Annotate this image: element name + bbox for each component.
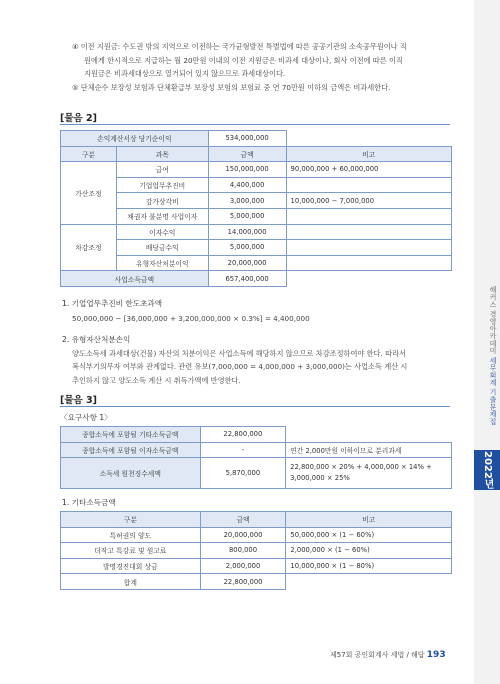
- table-row: [61, 427, 452, 443]
- cell: 사업소득금액: [61, 271, 209, 287]
- sec2-1-title: 1. 기업업무추진비 한도초과액: [62, 299, 163, 308]
- page-number: 193: [426, 650, 446, 660]
- table-total-row: [61, 574, 452, 590]
- cell: 5,870,000: [200, 458, 286, 489]
- cell: 2,000,000 × (1 − 60%): [286, 543, 452, 559]
- page-footer: [330, 650, 446, 660]
- table-row: [61, 131, 452, 147]
- cell: [286, 240, 451, 256]
- cell: 534,000,000: [208, 131, 286, 147]
- col-header: 비고: [286, 512, 452, 528]
- cell: [286, 255, 451, 271]
- cell: 10,000,000 − 7,000,000: [286, 193, 451, 209]
- table-row: [61, 208, 452, 224]
- q3-detail-table: [60, 511, 452, 590]
- table-row: [61, 558, 452, 574]
- cell: 소득세 원천징수세액: [61, 458, 201, 489]
- footer-text: 제57회 공인회계사 세법 / 해답: [330, 651, 425, 659]
- col-header: 금액: [208, 146, 286, 162]
- table-row: [61, 240, 452, 256]
- cell: 5,000,000: [208, 240, 286, 256]
- cell: 10,000,000 × (1 − 80%): [286, 558, 452, 574]
- cell: 5,000,000: [208, 208, 286, 224]
- cell: 657,400,000: [208, 271, 286, 287]
- table-header-row: [61, 146, 452, 162]
- q2-rule: [60, 124, 450, 125]
- cell: 50,000,000 × (1 − 60%): [286, 527, 452, 543]
- side-title-text: 해커스 경영아카데미: [489, 285, 497, 354]
- note-line: 3,000,000 × 25%: [290, 474, 350, 483]
- table-row: [61, 193, 452, 209]
- q3-title: [물음 3]: [60, 395, 97, 406]
- cell: 더작고 특강료 및 원고료: [61, 543, 201, 559]
- cell: 3,000,000: [208, 193, 286, 209]
- cell: [286, 177, 451, 193]
- cell: 급여: [116, 162, 208, 178]
- cell: 특허권의 양도: [61, 527, 201, 543]
- cell: [286, 224, 451, 240]
- table-row: [61, 527, 452, 543]
- cell: 채권자 불분명 사업이자: [116, 208, 208, 224]
- table-row: [61, 255, 452, 271]
- col-header: 구분: [61, 146, 117, 162]
- sec2-1-formula: 50,000,000 − [36,000,000 + 3,200,000,000 × 0.3%] = 4,400,000: [72, 314, 310, 323]
- cell: 22,800,000: [200, 574, 286, 590]
- cell: 14,000,000: [208, 224, 286, 240]
- cell: 손익계산서상 당기순이익: [61, 131, 209, 147]
- q3-table: [60, 426, 452, 489]
- cell: 90,000,000 + 60,000,000: [286, 162, 451, 178]
- cell: 합계: [61, 574, 201, 590]
- cell: -: [200, 442, 286, 458]
- cell: 감가상각비: [116, 193, 208, 209]
- col-header: 비고: [286, 146, 451, 162]
- body-line: 복식부기의무자 여부와 관계없다. 관련 유보(7,000,000 = 4,000,000 + 3,000,000)는 사업소득 계산 시: [72, 362, 408, 372]
- col-header: 과목: [116, 146, 208, 162]
- cell: 2,000,000: [200, 558, 286, 574]
- cell: 800,000: [200, 543, 286, 559]
- cell: [286, 208, 451, 224]
- side-title: [476, 270, 498, 440]
- col-header: 금액: [200, 512, 286, 528]
- table-row: [61, 177, 452, 193]
- cell: 이자수익: [116, 224, 208, 240]
- cell: 배당금수익: [116, 240, 208, 256]
- table-row: [61, 458, 452, 489]
- note-line: ④ 이전 지원금: 수도권 밖의 지역으로 이전하는 국가균형발전 특별법에 따른 공공기관의 소속공무원이나 직: [72, 42, 407, 51]
- note-line: ⑤ 단체순수 보장성 보험과 단체환급부 보장성 보험의 보험료 중 연 70만원 이하의 금액은 비과세한다.: [72, 82, 391, 92]
- note-line: 지원금은 비과세대상으로 열거되어 있지 않으므로 과세대상이다.: [84, 69, 286, 79]
- sec2-2-body: [72, 347, 456, 387]
- q2-table: [60, 130, 452, 287]
- table-header-row: [61, 512, 452, 528]
- side-title-highlight: 세무회계 기출문제집: [489, 356, 497, 425]
- table-row: [61, 543, 452, 559]
- cell: 기업업무추진비: [116, 177, 208, 193]
- table-row: [61, 442, 452, 458]
- cell: [286, 458, 452, 489]
- q3-rule: [60, 406, 450, 407]
- body-line: 추인하지 않고 양도소득 계산 시 취득가액에 반영한다.: [72, 375, 241, 385]
- notes-block: [72, 40, 464, 94]
- cell: 20,000,000: [208, 255, 286, 271]
- note-line: 원에게 한시적으로 지급하는 월 20만원 이내의 이전 지원금은 비과세 대상이나, 회사 이전에 따른 이직: [84, 55, 403, 65]
- sec2-2-title: 2. 유형자산처분손익: [62, 335, 131, 344]
- q2-title: [물음 2]: [60, 113, 97, 124]
- table-total-row: [61, 271, 452, 287]
- year-badge: 2022년: [474, 450, 500, 490]
- table-row: [61, 224, 452, 240]
- group-cell: 가산조정: [61, 162, 117, 224]
- col-header: 구분: [61, 512, 201, 528]
- cell: 종합소득에 포함될 기타소득금액: [61, 427, 201, 443]
- cell: 종합소득에 포함될 이자소득금액: [61, 442, 201, 458]
- body-line: 양도소득세 과세대상(건물) 자산의 처분이익은 사업소득에 해당하지 않으므로 차감조정하여야 한다. 따라서: [72, 349, 406, 358]
- q3-requirement: 〈요구사항 1〉: [60, 413, 112, 422]
- cell: 150,000,000: [208, 162, 286, 178]
- cell: 22,800,000: [200, 427, 286, 443]
- sec3-1-title: 1. 기타소득금액: [62, 498, 116, 507]
- cell: 연간 2,000만원 이하이므로 분리과세: [286, 442, 452, 458]
- group-cell: 차감조정: [61, 224, 117, 271]
- note-line: 22,800,000 × 20% + 4,000,000 × 14% +: [290, 463, 432, 472]
- cell: 발명경진대회 상금: [61, 558, 201, 574]
- cell: 4,400,000: [208, 177, 286, 193]
- cell: 20,000,000: [200, 527, 286, 543]
- table-row: [61, 162, 452, 178]
- cell: 유형자산처분이익: [116, 255, 208, 271]
